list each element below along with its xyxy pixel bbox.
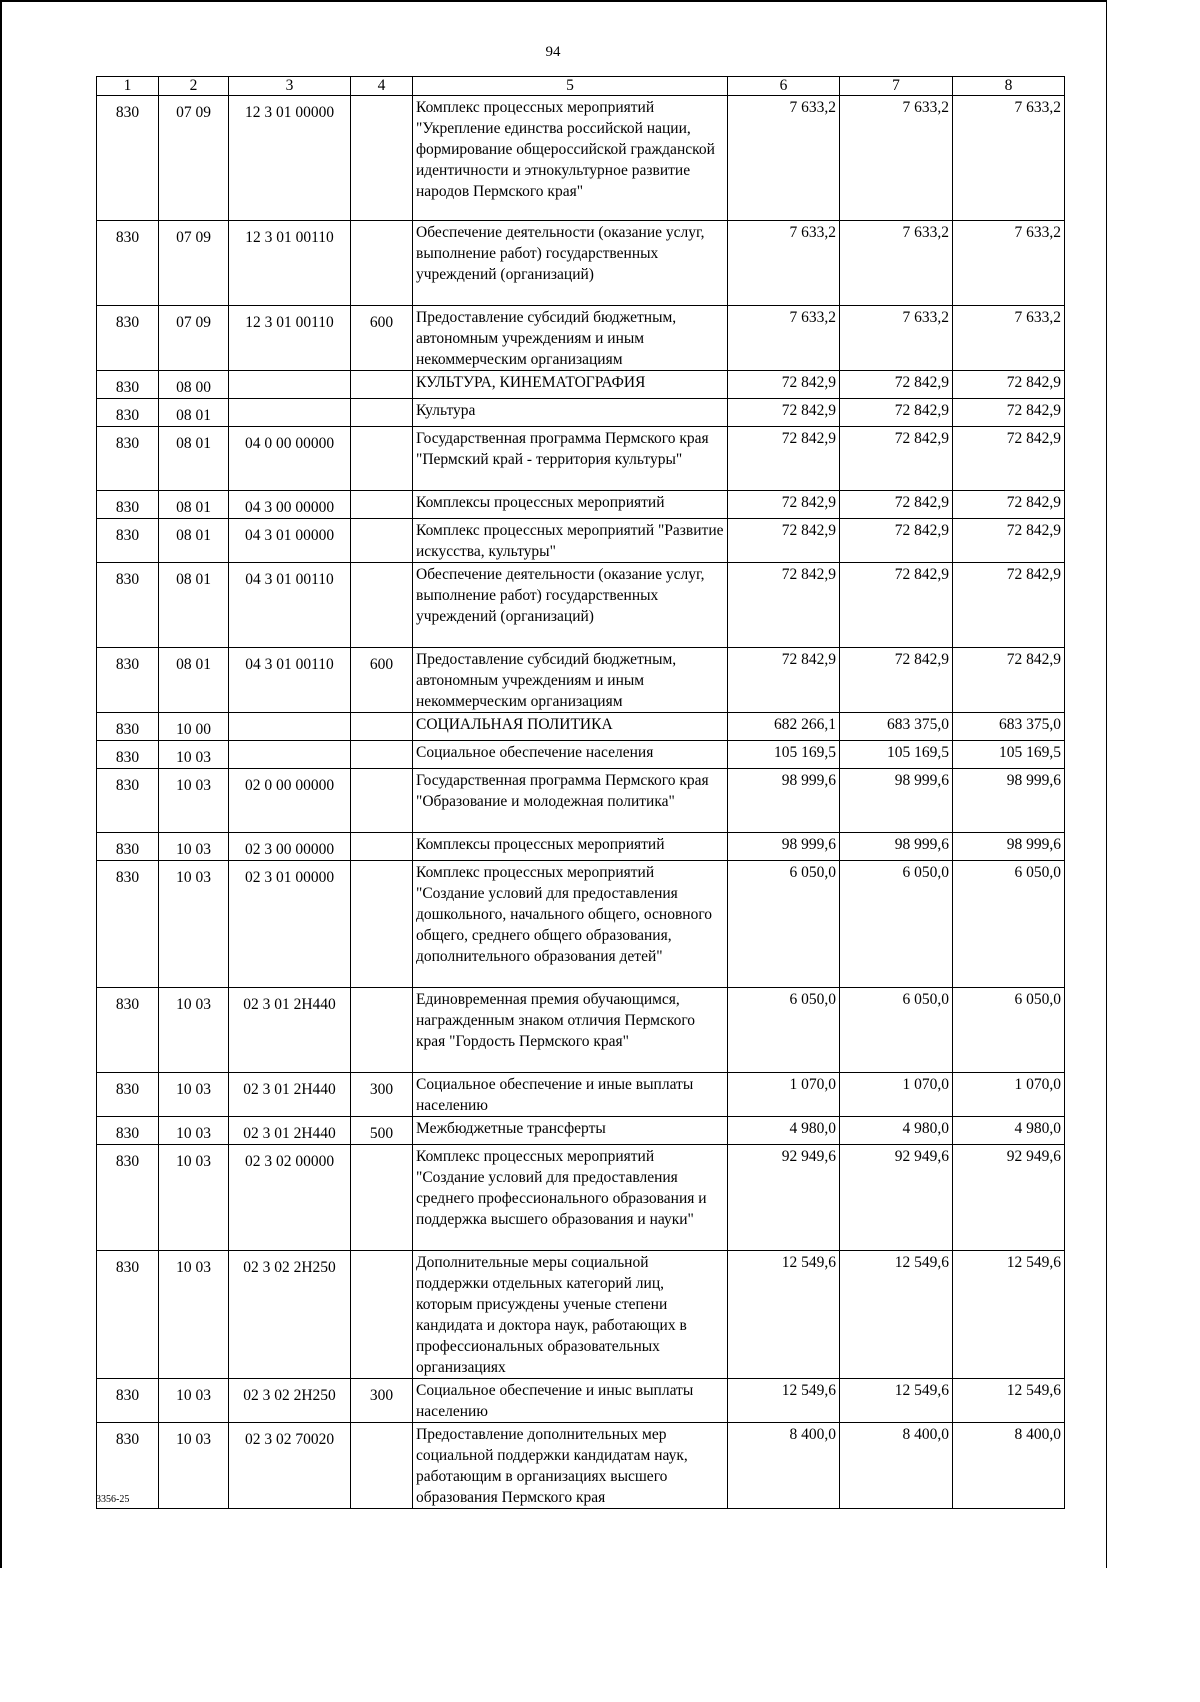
cell-section: 08 01 [159,563,229,648]
cell-expense-type: 300 [351,1073,413,1117]
document-code: 3356-25 [96,1494,130,1505]
cell-amount-8: 8 400,0 [953,1423,1065,1509]
cell-name: Комплексы процессных мероприятий [413,491,728,519]
cell-amount-7: 6 050,0 [840,861,953,988]
cell-target-article [229,741,351,769]
cell-amount-7: 12 549,6 [840,1251,953,1379]
cell-amount-7: 12 549,6 [840,1379,953,1423]
cell-expense-type: 500 [351,1117,413,1145]
cell-expense-type [351,427,413,491]
cell-amount-6: 72 842,9 [728,427,840,491]
cell-amount-6: 72 842,9 [728,519,840,563]
table-row [97,371,1065,399]
cell-name: Межбюджетные трансферты [413,1117,728,1145]
cell-amount-7: 7 633,2 [840,306,953,371]
cell-name: Социальное обеспечение и иные выплаты населению [413,1073,728,1117]
cell-amount-8: 72 842,9 [953,427,1065,491]
cell-name: Государственная программа Пермского края "Образование и молодежная политика" [413,769,728,833]
cell-amount-8: 7 633,2 [953,221,1065,306]
cell-amount-7: 92 949,6 [840,1145,953,1251]
cell-amount-6: 12 549,6 [728,1251,840,1379]
cell-expense-type [351,833,413,861]
table-row [97,1379,1065,1423]
cell-amount-6: 105 169,5 [728,741,840,769]
table-row [97,96,1065,221]
cell-section: 08 01 [159,399,229,427]
cell-amount-8: 72 842,9 [953,491,1065,519]
cell-expense-type [351,563,413,648]
cell-amount-7: 98 999,6 [840,833,953,861]
cell-expense-type [351,769,413,833]
cell-amount-7: 72 842,9 [840,519,953,563]
cell-name: Комплекс процессных мероприятий "Создание условий для предоставления дошкольного, начального общего, основного общего, среднего общего образования, дополнительного образования детей" [413,861,728,988]
cell-amount-8: 72 842,9 [953,399,1065,427]
cell-amount-6: 72 842,9 [728,399,840,427]
cell-amount-7: 683 375,0 [840,713,953,741]
cell-amount-8: 4 980,0 [953,1117,1065,1145]
cell-amount-6: 6 050,0 [728,861,840,988]
cell-ministry: 830 [97,1423,159,1509]
cell-section: 10 03 [159,861,229,988]
cell-amount-6: 72 842,9 [728,563,840,648]
cell-amount-7: 98 999,6 [840,769,953,833]
cell-ministry: 830 [97,1073,159,1117]
col-header-4: 4 [351,77,413,96]
cell-target-article: 12 3 01 00000 [229,96,351,221]
cell-section: 07 09 [159,221,229,306]
cell-amount-7: 72 842,9 [840,371,953,399]
cell-target-article: 02 0 00 00000 [229,769,351,833]
cell-name: Комплекс процессных мероприятий "Укрепление единства российской нации, формирование общероссийской гражданской идентичности и этнокультурное развитие народов Пермского края" [413,96,728,221]
cell-name: Предоставление дополнительных мер социальной поддержки кандидатам наук, работающим в организациях высшего образования Пермского края [413,1423,728,1509]
cell-amount-6: 72 842,9 [728,371,840,399]
cell-amount-8: 98 999,6 [953,769,1065,833]
cell-target-article: 02 3 02 00000 [229,1145,351,1251]
cell-name: Обеспечение деятельности (оказание услуг, выполнение работ) государственных учреждений (организаций) [413,221,728,306]
cell-target-article: 04 3 01 00110 [229,648,351,713]
col-header-2: 2 [159,77,229,96]
cell-expense-type: 300 [351,1379,413,1423]
cell-amount-7: 6 050,0 [840,988,953,1073]
cell-section: 10 03 [159,741,229,769]
cell-expense-type [351,988,413,1073]
table-row [97,1423,1065,1509]
cell-amount-8: 105 169,5 [953,741,1065,769]
cell-section: 10 03 [159,1073,229,1117]
cell-ministry: 830 [97,399,159,427]
cell-name: Комплексы процессных мероприятий [413,833,728,861]
cell-name: Обеспечение деятельности (оказание услуг, выполнение работ) государственных учреждений (организаций) [413,563,728,648]
cell-ministry: 830 [97,371,159,399]
cell-amount-8: 12 549,6 [953,1379,1065,1423]
cell-ministry: 830 [97,1145,159,1251]
table-row [97,769,1065,833]
cell-amount-6: 72 842,9 [728,491,840,519]
cell-section: 10 03 [159,1251,229,1379]
cell-ministry: 830 [97,769,159,833]
cell-target-article [229,399,351,427]
cell-section: 07 09 [159,96,229,221]
cell-amount-6: 12 549,6 [728,1379,840,1423]
cell-target-article [229,713,351,741]
table-row [97,563,1065,648]
cell-target-article: 04 3 01 00000 [229,519,351,563]
cell-name: Государственная программа Пермского края "Пермский край - территория культуры" [413,427,728,491]
cell-ministry: 830 [97,427,159,491]
cell-amount-6: 98 999,6 [728,769,840,833]
table-row [97,221,1065,306]
table-row [97,399,1065,427]
cell-amount-7: 7 633,2 [840,221,953,306]
cell-expense-type [351,741,413,769]
cell-amount-6: 98 999,6 [728,833,840,861]
budget-table [96,76,1065,1509]
cell-ministry: 830 [97,519,159,563]
cell-amount-6: 8 400,0 [728,1423,840,1509]
table-row [97,1251,1065,1379]
cell-section: 10 03 [159,1145,229,1251]
cell-target-article: 02 3 01 00000 [229,861,351,988]
cell-ministry: 830 [97,306,159,371]
col-header-3: 3 [229,77,351,96]
cell-section: 10 00 [159,713,229,741]
cell-amount-7: 72 842,9 [840,563,953,648]
col-header-7: 7 [840,77,953,96]
cell-ministry: 830 [97,648,159,713]
cell-name: Социальное обеспечение населения [413,741,728,769]
table-row [97,861,1065,988]
cell-expense-type [351,96,413,221]
cell-section: 08 00 [159,371,229,399]
cell-ministry: 830 [97,741,159,769]
cell-expense-type: 600 [351,648,413,713]
table-row [97,1145,1065,1251]
cell-name: Предоставление субсидий бюджетным, автономным учреждениям и иным некоммерческим организациям [413,648,728,713]
cell-amount-8: 92 949,6 [953,1145,1065,1251]
cell-amount-8: 683 375,0 [953,713,1065,741]
cell-expense-type [351,1251,413,1379]
cell-name: СОЦИАЛЬНАЯ ПОЛИТИКА [413,713,728,741]
cell-amount-6: 72 842,9 [728,648,840,713]
cell-expense-type [351,491,413,519]
cell-amount-6: 92 949,6 [728,1145,840,1251]
cell-amount-6: 6 050,0 [728,988,840,1073]
cell-ministry: 830 [97,1379,159,1423]
cell-target-article: 12 3 01 00110 [229,221,351,306]
table-row [97,491,1065,519]
cell-target-article: 04 3 01 00110 [229,563,351,648]
cell-ministry: 830 [97,1117,159,1145]
cell-expense-type [351,713,413,741]
cell-amount-7: 72 842,9 [840,491,953,519]
cell-name: КУЛЬТУРА, КИНЕМАТОГРАФИЯ [413,371,728,399]
cell-name: Комплекс процессных мероприятий "Создание условий для предоставления среднего профессионального образования и поддержка высшего образования и науки" [413,1145,728,1251]
table-row [97,427,1065,491]
table-row [97,306,1065,371]
cell-amount-7: 72 842,9 [840,399,953,427]
cell-amount-7: 105 169,5 [840,741,953,769]
cell-amount-7: 8 400,0 [840,1423,953,1509]
table-row [97,833,1065,861]
cell-target-article: 12 3 01 00110 [229,306,351,371]
col-header-1: 1 [97,77,159,96]
cell-ministry: 830 [97,491,159,519]
cell-amount-7: 72 842,9 [840,427,953,491]
table-row [97,988,1065,1073]
cell-ministry: 830 [97,713,159,741]
cell-target-article: 02 3 01 2Н440 [229,1117,351,1145]
cell-expense-type [351,861,413,988]
cell-target-article: 02 3 02 2Н250 [229,1251,351,1379]
cell-amount-7: 72 842,9 [840,648,953,713]
col-header-8: 8 [953,77,1065,96]
cell-ministry: 830 [97,861,159,988]
cell-expense-type [351,371,413,399]
col-header-5: 5 [413,77,728,96]
cell-name: Комплекс процессных мероприятий "Развитие искусства, культуры" [413,519,728,563]
cell-name: Предоставление субсидий бюджетным, автономным учреждениям и иным некоммерческим организациям [413,306,728,371]
cell-amount-7: 7 633,2 [840,96,953,221]
cell-ministry: 830 [97,1251,159,1379]
cell-ministry: 830 [97,563,159,648]
table-row [97,1117,1065,1145]
cell-target-article: 04 3 00 00000 [229,491,351,519]
cell-amount-8: 7 633,2 [953,96,1065,221]
cell-target-article: 02 3 01 2Н440 [229,988,351,1073]
cell-ministry: 830 [97,988,159,1073]
cell-section: 08 01 [159,648,229,713]
table-row [97,648,1065,713]
cell-amount-6: 1 070,0 [728,1073,840,1117]
cell-ministry: 830 [97,833,159,861]
cell-expense-type [351,399,413,427]
cell-section: 08 01 [159,519,229,563]
page-number: 94 [545,44,561,60]
cell-name: Единовременная премия обучающимся, награжденным знаком отличия Пермского края "Гордость Пермского края" [413,988,728,1073]
cell-target-article: 02 3 01 2Н440 [229,1073,351,1117]
cell-amount-8: 7 633,2 [953,306,1065,371]
cell-amount-6: 7 633,2 [728,221,840,306]
cell-amount-7: 4 980,0 [840,1117,953,1145]
table-row [97,741,1065,769]
cell-name: Дополнительные меры социальной поддержки отдельных категорий лиц, которым присуждены ученые степени кандидата и доктора наук, работающих в профессиональных образовательных организациях [413,1251,728,1379]
table-row [97,1073,1065,1117]
cell-amount-6: 7 633,2 [728,96,840,221]
cell-expense-type [351,1423,413,1509]
cell-target-article [229,371,351,399]
cell-expense-type [351,519,413,563]
cell-section: 10 03 [159,988,229,1073]
cell-ministry: 830 [97,96,159,221]
cell-target-article: 02 3 02 2Н250 [229,1379,351,1423]
cell-section: 10 03 [159,833,229,861]
cell-target-article: 02 3 02 70020 [229,1423,351,1509]
cell-section: 10 03 [159,1423,229,1509]
cell-ministry: 830 [97,221,159,306]
cell-amount-8: 72 842,9 [953,519,1065,563]
cell-section: 10 03 [159,1117,229,1145]
col-header-6: 6 [728,77,840,96]
header-row [97,77,1065,96]
cell-amount-8: 6 050,0 [953,861,1065,988]
cell-target-article: 04 0 00 00000 [229,427,351,491]
cell-target-article: 02 3 00 00000 [229,833,351,861]
cell-amount-8: 72 842,9 [953,648,1065,713]
cell-amount-8: 1 070,0 [953,1073,1065,1117]
cell-amount-8: 98 999,6 [953,833,1065,861]
cell-amount-8: 72 842,9 [953,563,1065,648]
cell-section: 08 01 [159,491,229,519]
table-row [97,713,1065,741]
cell-expense-type [351,1145,413,1251]
cell-section: 10 03 [159,769,229,833]
cell-amount-8: 72 842,9 [953,371,1065,399]
cell-amount-6: 682 266,1 [728,713,840,741]
cell-amount-7: 1 070,0 [840,1073,953,1117]
cell-name: Культура [413,399,728,427]
cell-amount-8: 6 050,0 [953,988,1065,1073]
cell-section: 08 01 [159,427,229,491]
cell-section: 10 03 [159,1379,229,1423]
cell-section: 07 09 [159,306,229,371]
cell-amount-6: 4 980,0 [728,1117,840,1145]
cell-expense-type [351,221,413,306]
cell-expense-type: 600 [351,306,413,371]
table-row [97,519,1065,563]
cell-amount-6: 7 633,2 [728,306,840,371]
cell-name: Социальное обеспечение и иныс выплаты населению [413,1379,728,1423]
cell-amount-8: 12 549,6 [953,1251,1065,1379]
